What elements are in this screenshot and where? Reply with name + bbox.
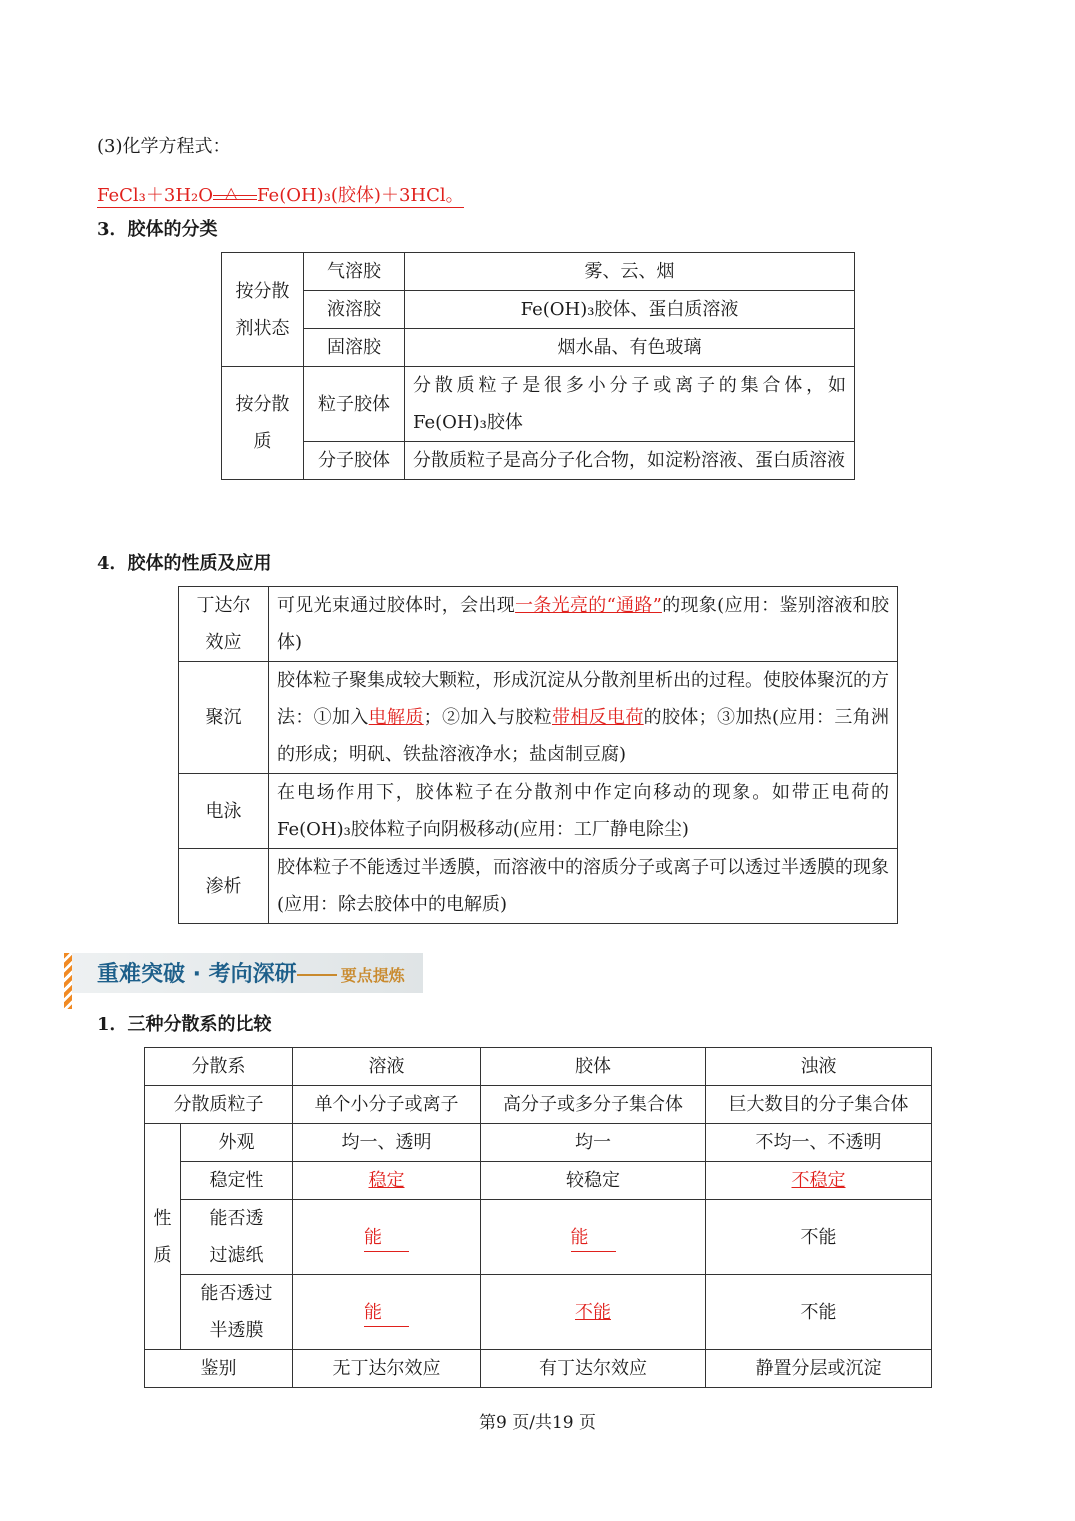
data-cell: 无丁达尔效应 bbox=[293, 1350, 481, 1388]
property-name: 电泳 bbox=[179, 774, 269, 849]
data-cell bbox=[706, 1162, 932, 1200]
type-cell: 气溶胶 bbox=[304, 253, 405, 291]
data-cell bbox=[293, 1200, 481, 1275]
banner-title: 重难突破 · 考向深研 要点提炼 bbox=[97, 962, 405, 987]
section-3-title: 3．胶体的分类 bbox=[97, 219, 218, 240]
example-cell: 分散质粒子是很多小分子或离子的集合体，如Fe(OH)₃胶体 bbox=[405, 367, 855, 442]
property-desc: 在电场作用下，胶体粒子在分散剂中作定向移动的现象。如带正电荷的Fe(OH)₃胶体粒子向阴极移动(应用：工厂静电除尘) bbox=[269, 774, 898, 849]
banner-subtitle: 要点提炼 bbox=[340, 966, 405, 985]
data-cell bbox=[293, 1162, 481, 1200]
banner-dash bbox=[297, 974, 337, 976]
type-cell: 固溶胶 bbox=[304, 329, 405, 367]
example-cell: Fe(OH)₃胶体、蛋白质溶液 bbox=[405, 291, 855, 329]
row-label: 稳定性 bbox=[181, 1162, 293, 1200]
equation-left: FeCl₃＋3H₂O bbox=[97, 185, 214, 206]
header-cell: 浊液 bbox=[706, 1048, 932, 1086]
type-cell: 液溶胶 bbox=[304, 291, 405, 329]
data-cell: 不均一、不透明 bbox=[706, 1124, 932, 1162]
colloid-classification-table bbox=[221, 252, 855, 480]
data-cell: 单个小分子或离子 bbox=[293, 1086, 481, 1124]
data-cell: 不能 bbox=[706, 1275, 932, 1350]
answer-blank: 一条光亮的“通路” bbox=[515, 595, 662, 616]
data-cell: 高分子或多分子集合体 bbox=[481, 1086, 706, 1124]
header-cell: 胶体 bbox=[481, 1048, 706, 1086]
answer-blank: 能 bbox=[364, 1300, 409, 1327]
properties-group-label: 性质 bbox=[145, 1124, 181, 1350]
property-name: 渗析 bbox=[179, 849, 269, 924]
section-5-title: 1．三种分散系的比较 bbox=[97, 1014, 272, 1035]
page-footer: 第9 页/共19 页 bbox=[479, 1413, 596, 1433]
chemical-equation: FeCl₃＋3H₂O △ Fe(OH)₃(胶体)＋3HCl。 bbox=[97, 183, 464, 206]
property-name: 聚沉 bbox=[179, 662, 269, 774]
group-by-dispersed-phase: 按分散质 bbox=[222, 367, 304, 480]
data-cell: 较稳定 bbox=[481, 1162, 706, 1200]
data-cell: 巨大数目的分子集合体 bbox=[706, 1086, 932, 1124]
dispersion-comparison-table bbox=[144, 1047, 932, 1388]
section-banner bbox=[64, 953, 423, 993]
data-cell: 不能 bbox=[706, 1200, 932, 1275]
data-cell: 有丁达尔效应 bbox=[481, 1350, 706, 1388]
data-cell bbox=[481, 1275, 706, 1350]
header-cell: 分散系 bbox=[145, 1048, 293, 1086]
row-label: 能否透过半透膜 bbox=[181, 1275, 293, 1350]
answer-blank: 能 bbox=[571, 1225, 616, 1252]
data-cell: 均一 bbox=[481, 1124, 706, 1162]
group-by-dispersant: 按分散剂状态 bbox=[222, 253, 304, 367]
row-label: 外观 bbox=[181, 1124, 293, 1162]
row-label: 能否透过滤纸 bbox=[181, 1200, 293, 1275]
answer-blank: 带相反电荷 bbox=[552, 707, 644, 728]
example-cell: 雾、云、烟 bbox=[405, 253, 855, 291]
data-cell: 均一、透明 bbox=[293, 1124, 481, 1162]
example-cell: 烟水晶、有色玻璃 bbox=[405, 329, 855, 367]
answer-blank: 电解质 bbox=[368, 707, 424, 728]
data-cell bbox=[293, 1275, 481, 1350]
property-desc: 胶体粒子聚集成较大颗粒，形成沉淀从分散剂里析出的过程。使胶体聚沉的方法：①加入电解质；②加入与胶粒带相反电荷的胶体；③加热(应用：三角洲的形成；明矾、铁盐溶液净水；盐卤制豆腐) bbox=[269, 662, 898, 774]
equation-right: Fe(OH)₃(胶体)＋3HCl。 bbox=[257, 185, 464, 206]
type-cell: 分子胶体 bbox=[304, 442, 405, 480]
answer-blank: 能 bbox=[364, 1225, 409, 1252]
section-4-title: 4．胶体的性质及应用 bbox=[97, 553, 272, 574]
equation-label: (3)化学方程式： bbox=[97, 136, 231, 157]
type-cell: 粒子胶体 bbox=[304, 367, 405, 442]
header-cell: 溶液 bbox=[293, 1048, 481, 1086]
row-label: 鉴别 bbox=[145, 1350, 293, 1388]
answer-blank: 不稳定 bbox=[791, 1170, 846, 1191]
banner-stripe-decoration bbox=[64, 953, 72, 1009]
row-label: 分散质粒子 bbox=[145, 1086, 293, 1124]
property-name: 丁达尔效应 bbox=[179, 587, 269, 662]
answer-blank: 稳定 bbox=[368, 1170, 405, 1191]
property-desc: 可见光束通过胶体时，会出现一条光亮的“通路”的现象(应用：鉴别溶液和胶体) bbox=[269, 587, 898, 662]
property-desc: 胶体粒子不能透过半透膜，而溶液中的溶质分子或离子可以透过半透膜的现象(应用：除去胶体中的电解质) bbox=[269, 849, 898, 924]
data-cell: 静置分层或沉淀 bbox=[706, 1350, 932, 1388]
example-cell: 分散质粒子是高分子化合物，如淀粉溶液、蛋白质溶液 bbox=[405, 442, 855, 480]
answer-blank: 不能 bbox=[575, 1301, 611, 1323]
data-cell bbox=[481, 1200, 706, 1275]
colloid-properties-table bbox=[178, 586, 898, 924]
